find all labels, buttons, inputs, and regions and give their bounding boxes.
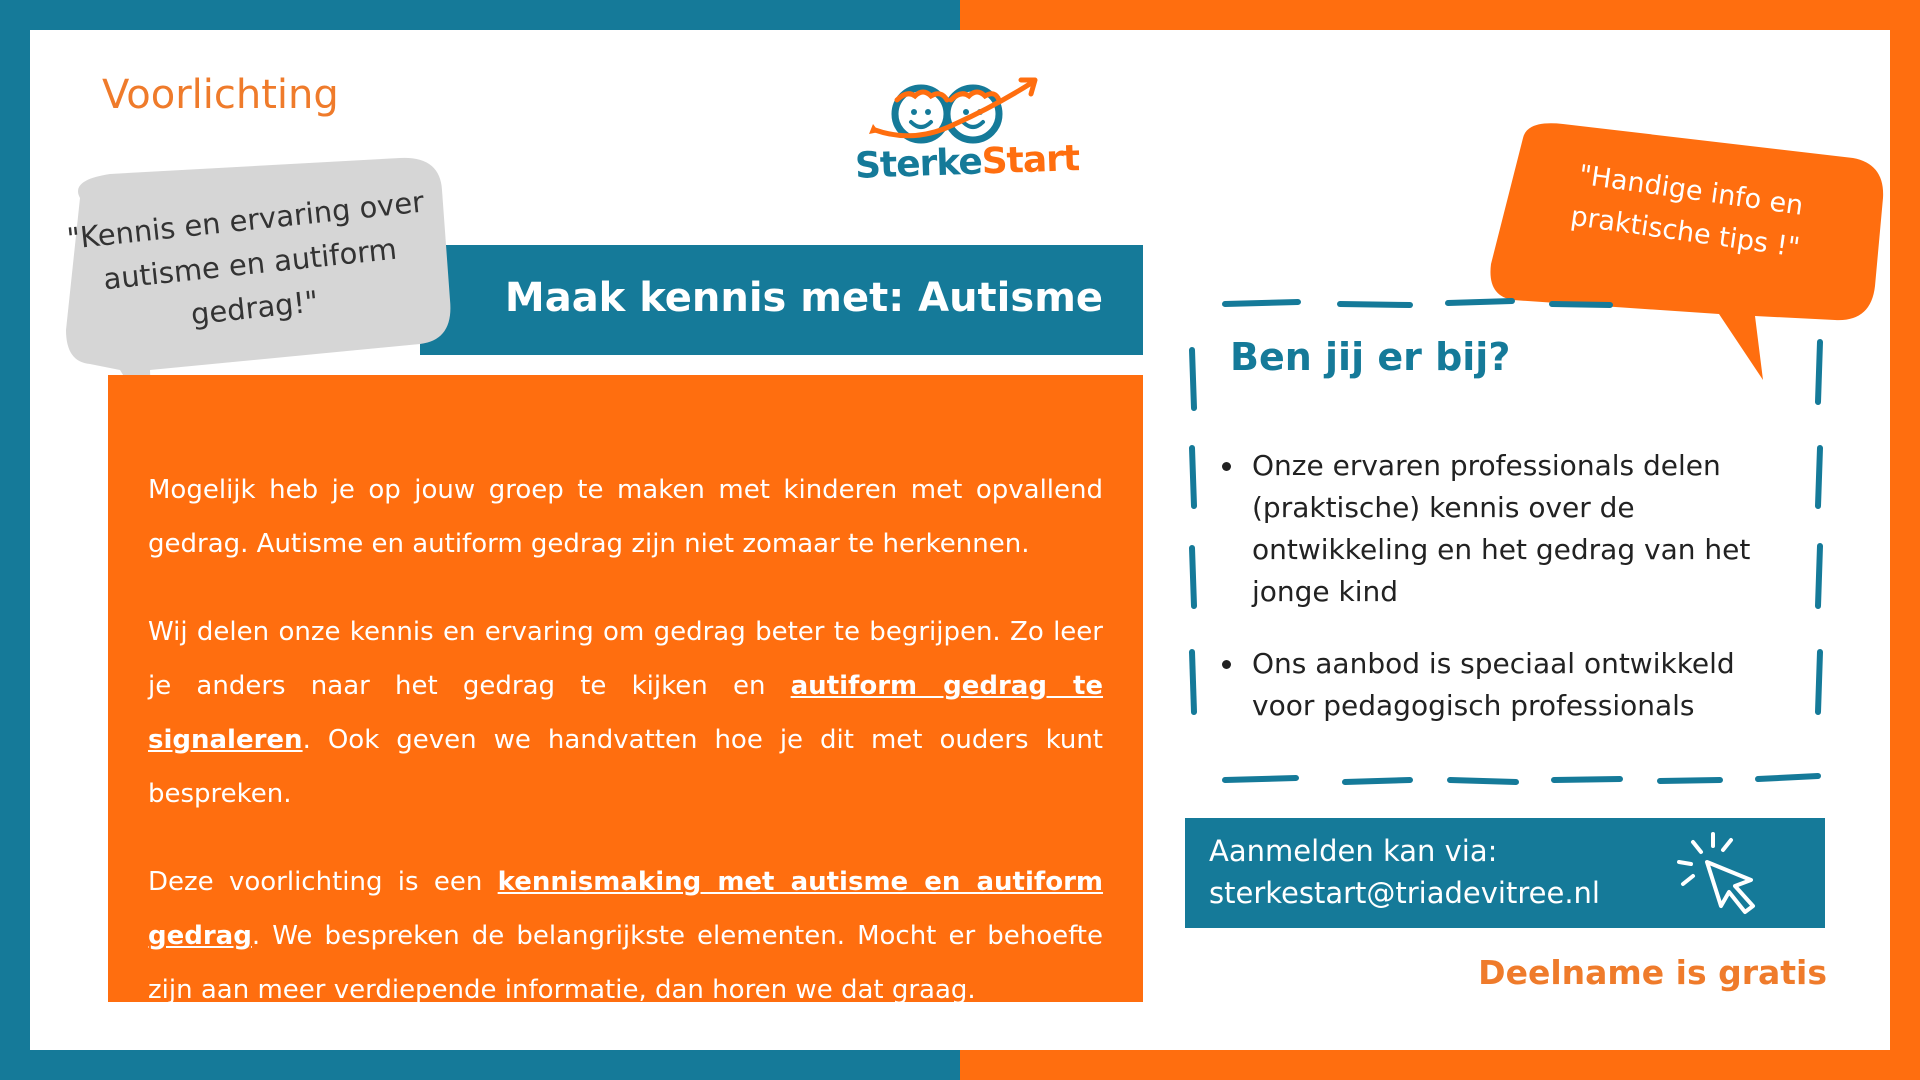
click-cursor-icon xyxy=(1673,832,1773,918)
quote-left-text: "Kennis en ervaring over autisme en autiform gedrag!" xyxy=(65,184,426,332)
page-title: Maak kennis met: Autisme xyxy=(504,275,1103,321)
signup-label: Aanmelden kan via: xyxy=(1209,834,1498,868)
intro-panel xyxy=(108,375,1143,1005)
title-band xyxy=(420,245,1143,355)
logo-word-start: Start xyxy=(980,138,1080,183)
bullet-icon xyxy=(1222,660,1231,669)
list-item-text: Onze ervaren professionals delen (praktische) kennis over de ontwikkeling en het gedrag van het jonge kind xyxy=(1252,449,1751,608)
quote-right-text: "Handige info en praktische tips !" xyxy=(1568,159,1806,264)
p2-emphasis: autiform gedrag te signaleren xyxy=(148,671,1104,755)
p3-emphasis: kennismaking met autisme en autiform gedrag xyxy=(148,867,1103,951)
signup-email-link[interactable]: sterkestart@triadevitree.nl xyxy=(1209,876,1600,910)
eyebrow-label: Voorlichting xyxy=(102,72,339,118)
list-item xyxy=(1222,445,1782,613)
intro-paragraph-3 xyxy=(148,855,1103,1017)
p3-text-b: . We bespreken de belangrijkste elementen. Mocht er behoefte zijn aan meer verdiepende informatie, dan horen we dat graag. xyxy=(148,921,1103,1005)
signup-box xyxy=(1185,818,1825,928)
p2-text-a: Wij delen onze kennis en ervaring om gedrag beter te begrijpen. Zo leer je anders naar het gedrag te kijken en xyxy=(148,617,1103,701)
logo-word-sterke: Sterke xyxy=(854,141,983,187)
benefits-list xyxy=(1222,445,1782,757)
free-participation-note: Deelname is gratis xyxy=(1478,953,1827,992)
logo-wordmark xyxy=(854,138,1079,187)
p2-text-b: . Ook geven we handvatten hoe je dit met ouders kunt bespreken. xyxy=(148,725,1103,809)
list-item-text: Ons aanbod is speciaal ontwikkeld voor pedagogisch professionals xyxy=(1252,647,1735,722)
p3-text-a: Deze voorlichting is een xyxy=(148,867,498,897)
intro-paragraph-2 xyxy=(148,605,1103,821)
list-item xyxy=(1222,643,1782,727)
bullet-icon xyxy=(1222,462,1231,471)
intro-paragraph-1: Mogelijk heb je op jouw groep te maken met kinderen met opvallend gedrag. Autisme en autiform gedrag zijn niet zomaar te herkennen. xyxy=(148,475,1103,559)
callout-heading: Ben jij er bij? xyxy=(1230,335,1511,379)
sterke-start-logo xyxy=(854,72,1080,192)
